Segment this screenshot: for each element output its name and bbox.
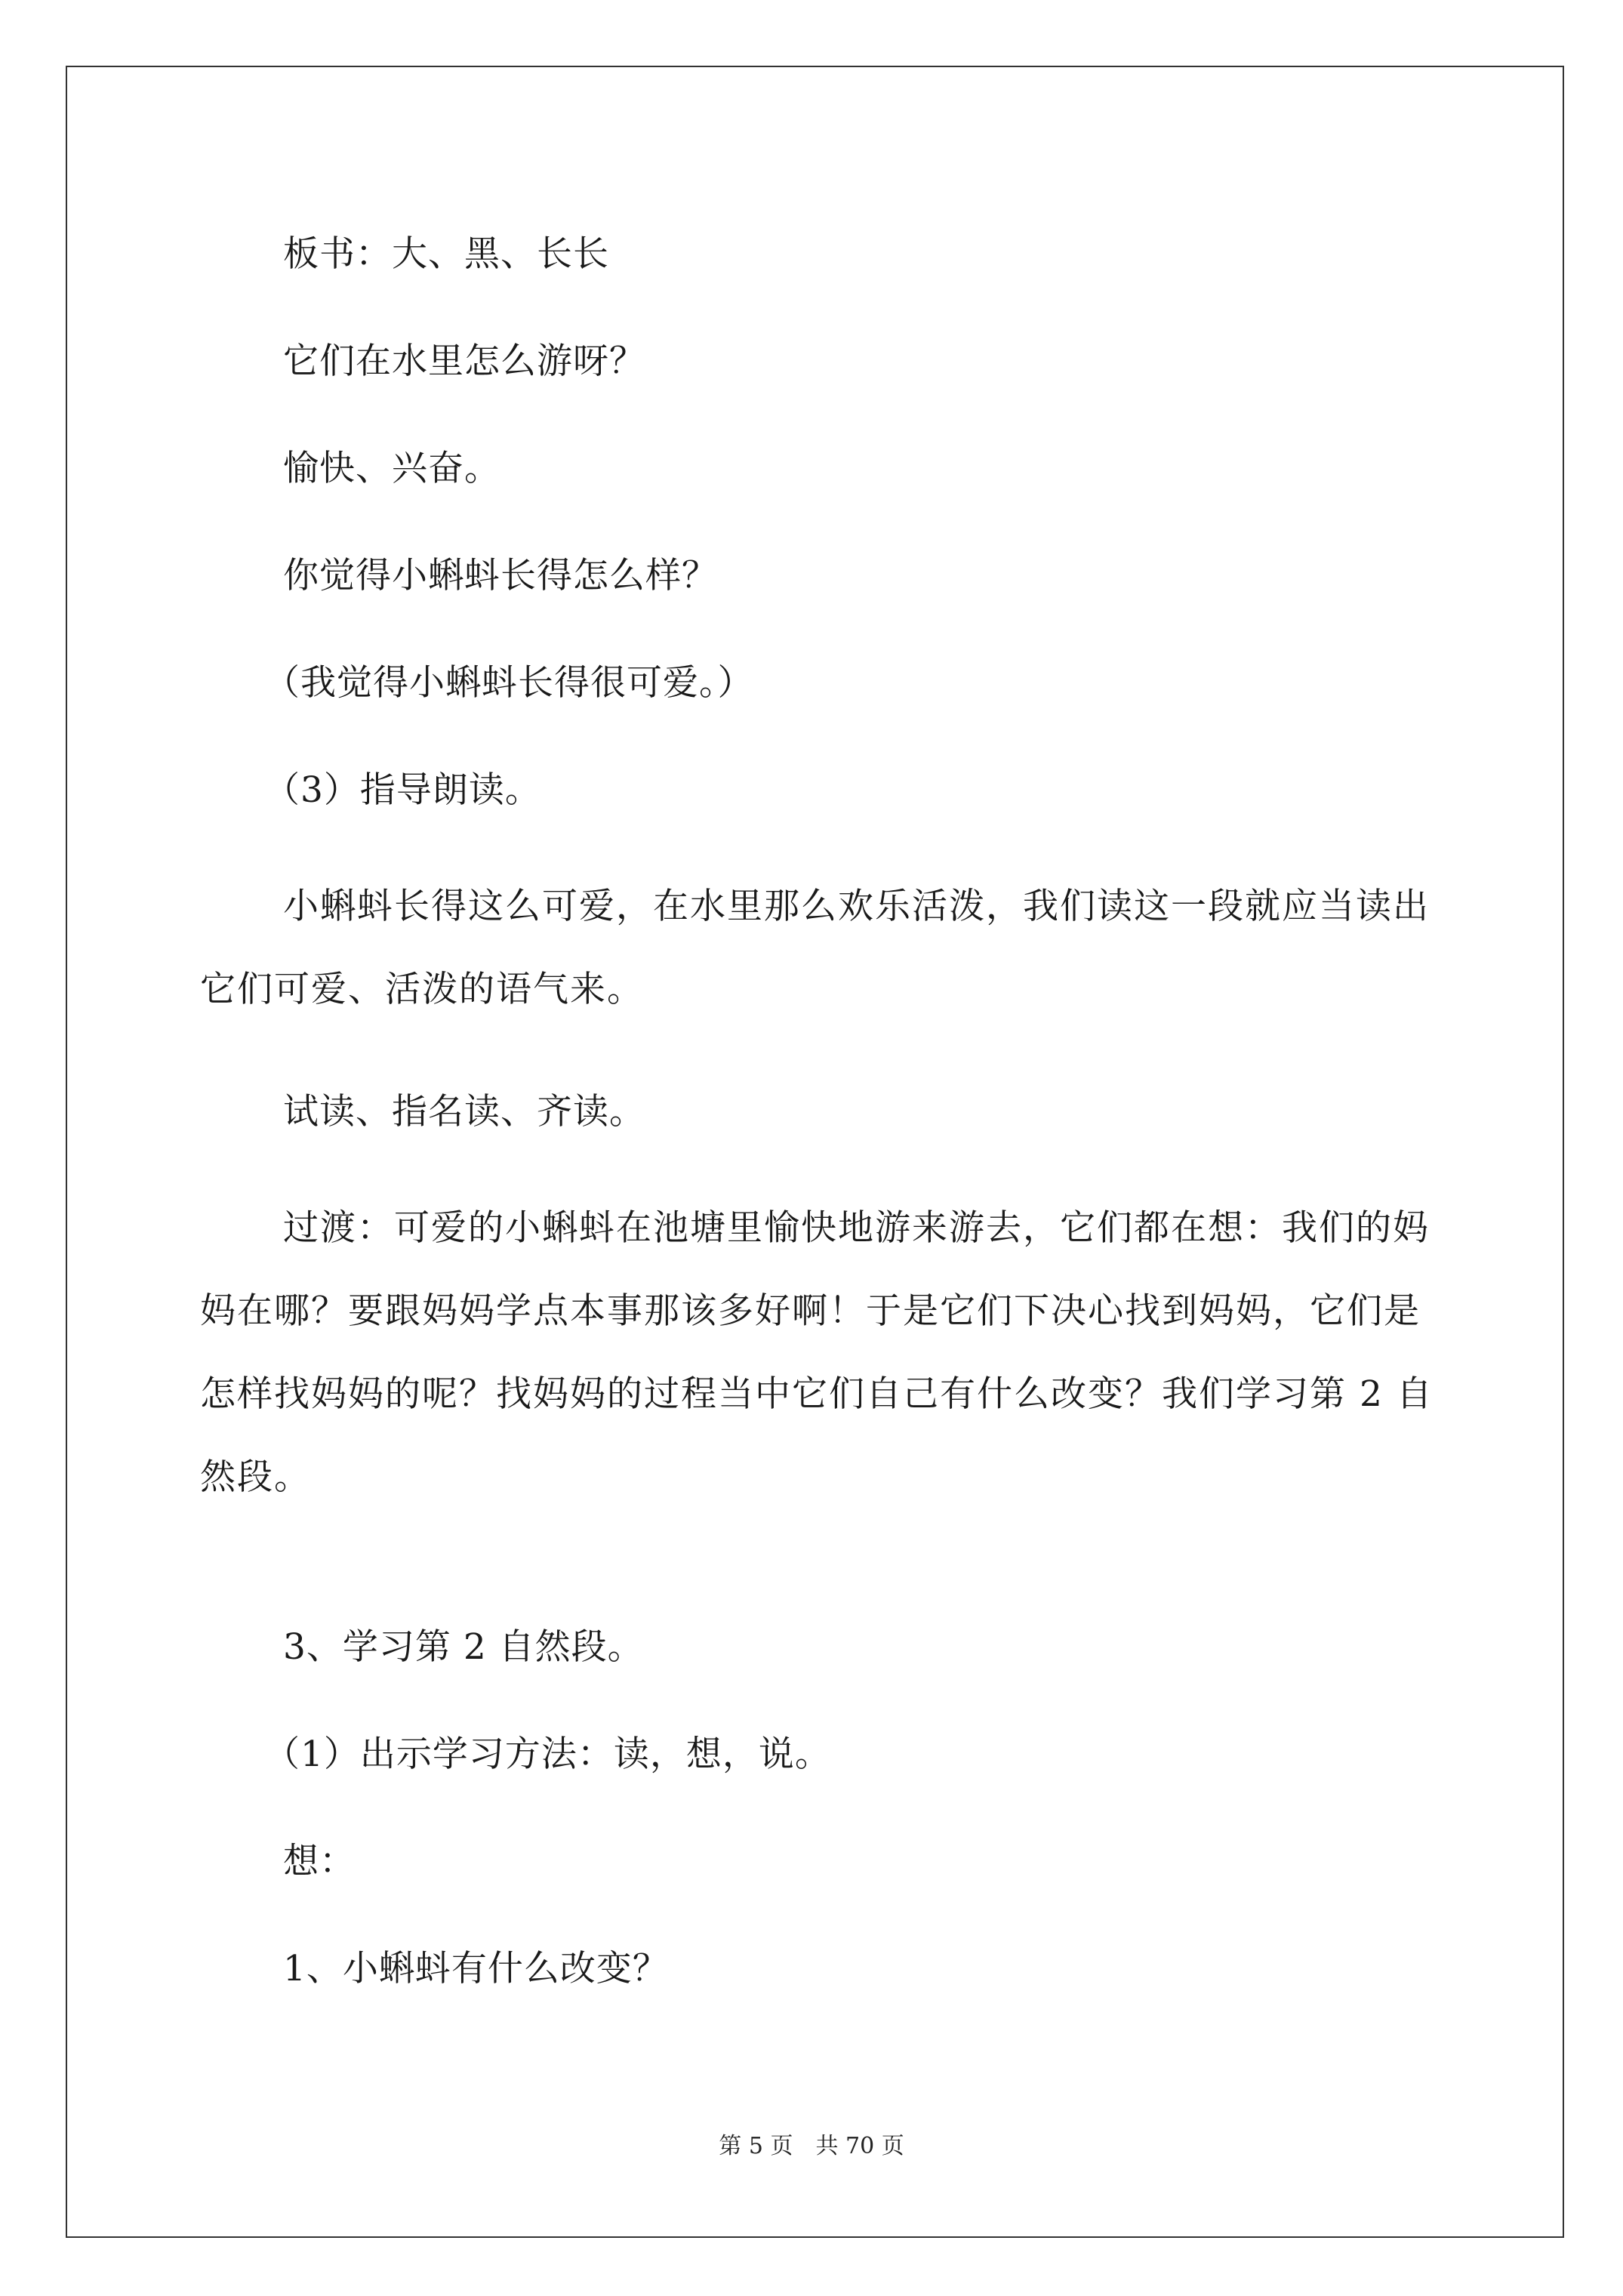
paragraph-7: 小蝌蚪长得这么可爱，在水里那么欢乐活泼，我们读这一段就应当读出它们可爱、活泼的语气来。: [200, 886, 1430, 1010]
paragraph-1: 板书：大、黑、长长: [283, 233, 609, 275]
paragraph-12: 想：: [283, 1841, 356, 1882]
paragraph-8: 试读、指名读、齐读。: [283, 1091, 645, 1133]
paragraph-3: 愉快、兴奋。: [283, 448, 500, 489]
paragraph-11: （1）出示学习方法：读，想，说。: [264, 1734, 831, 1775]
paragraph-10: 3、学习第 2 自然段。: [283, 1626, 644, 1668]
paragraph-6: （3）指导朗读。: [264, 769, 541, 811]
page-border: [66, 66, 1564, 2238]
paragraph-5: （我觉得小蝌蚪长得很可爱。）: [264, 662, 754, 704]
page-number-footer: 第 5 页 共 70 页: [719, 2133, 904, 2159]
paragraph-13: 1、小蝌蚪有什么改变？: [283, 1948, 669, 1989]
paragraph-9: 过渡：可爱的小蝌蚪在池塘里愉快地游来游去，它们都在想：我们的妈妈在哪？要跟妈妈学点本事那该多好啊！于是它们下决心找到妈妈，它们是怎样找妈妈的呢？找妈妈的过程当中它们自己有什么改变？我们学习第 2 自然段。: [200, 1207, 1434, 1498]
paragraph-2: 它们在水里怎么游呀？: [283, 341, 645, 382]
paragraph-4: 你觉得小蝌蚪长得怎么样？: [283, 555, 718, 596]
